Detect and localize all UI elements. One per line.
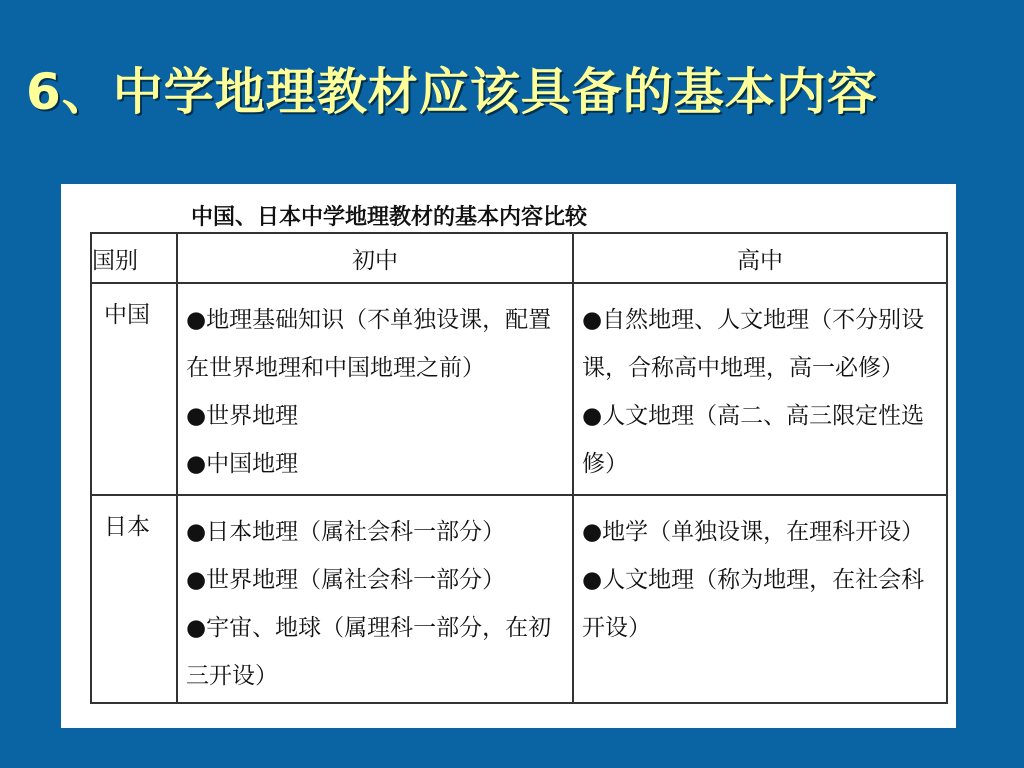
junior-cell <box>177 495 573 703</box>
list-item: ●地学（单独设课，在理科开设） <box>582 519 925 545</box>
list-item: ●自然地理、人文地理（不分别设课，合称高中地理，高一必修） <box>582 307 925 381</box>
list-item: ●人文地理（称为地理，在社会科开设） <box>582 567 925 641</box>
list-item: ●宇宙、地球（属理科一部分，在初三开设） <box>186 615 552 689</box>
list-item: ●人文地理（高二、高三限定性选修） <box>582 403 925 477</box>
table-row-japan <box>91 495 947 703</box>
senior-cell <box>573 283 947 495</box>
table-caption: 中国、日本中学地理教材的基本内容比较 <box>191 205 588 230</box>
junior-cell <box>177 283 573 495</box>
list-item: ●地理基础知识（不单独设课，配置在世界地理和中国地理之前） <box>186 307 552 381</box>
header-senior: 高中 <box>573 233 947 283</box>
table-panel <box>61 184 956 728</box>
slide-title: 6、中学地理教材应该具备的基本内容 <box>26 63 878 121</box>
comparison-table <box>90 232 948 704</box>
country-cell: 中国 <box>91 283 177 495</box>
senior-cell <box>573 495 947 703</box>
header-country: 国别 <box>91 233 177 283</box>
table-row-china <box>91 283 947 495</box>
header-row <box>91 233 947 283</box>
list-item: ●中国地理 <box>186 451 299 477</box>
list-item: ●日本地理（属社会科一部分） <box>186 519 506 545</box>
country-cell: 日本 <box>91 495 177 703</box>
list-item: ●世界地理（属社会科一部分） <box>186 567 506 593</box>
header-junior: 初中 <box>177 233 573 283</box>
list-item: ●世界地理 <box>186 403 299 429</box>
